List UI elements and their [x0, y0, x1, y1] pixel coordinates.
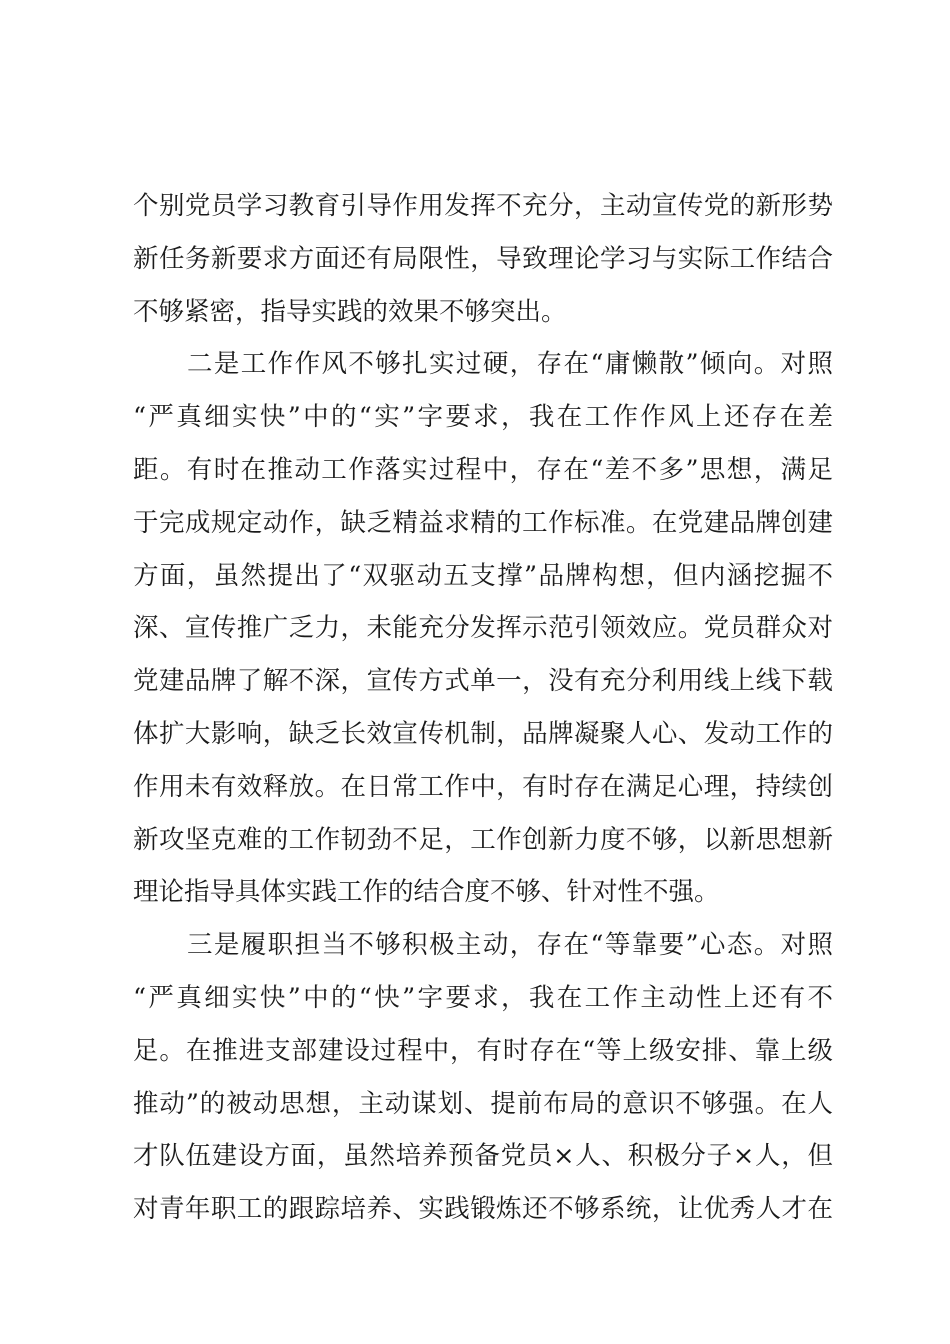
text-line: 才队伍建设方面，虽然培养预备党员×人、积极分子×人，但 [133, 1141, 833, 1172]
text-line: 方面，虽然提出了“双驱动五支撑”品牌构想，但内涵挖掘不 [133, 560, 833, 591]
text-line: 对青年职工的跟踪培养、实践锻炼还不够系统，让优秀人才在 [133, 1194, 833, 1225]
text-line: 新任务新要求方面还有局限性，导致理论学习与实际工作结合 [133, 243, 833, 274]
text-line: “严真细实快”中的“快”字要求，我在工作主动性上还有不 [133, 982, 833, 1013]
text-line: 于完成规定动作，缺乏精益求精的工作标准。在党建品牌创建 [133, 507, 833, 538]
text-line: 距。有时在推动工作落实过程中，存在“差不多”思想，满足 [133, 454, 833, 485]
text-line: 体扩大影响，缺乏长效宣传机制，品牌凝聚人心、发动工作的 [133, 718, 833, 749]
paragraph-three-heading-line: 三是履职担当不够积极主动，存在“等靠要”心态。对照 [187, 930, 833, 961]
text-line: 不够紧密，指导实践的效果不够突出。 [133, 296, 567, 327]
text-line: 深、宣传推广乏力，未能充分发挥示范引领效应。党员群众对 [133, 613, 833, 644]
document-body [133, 180, 833, 1236]
paragraph-two-heading-line: 二是工作作风不够扎实过硬，存在“庸懒散”倾向。对照 [187, 349, 833, 380]
text-line: 个别党员学习教育引导作用发挥不充分，主动宣传党的新形势 [133, 191, 833, 221]
text-line: 党建品牌了解不深，宣传方式单一，没有充分利用线上线下载 [133, 666, 833, 697]
text-line: 推动”的被动思想，主动谋划、提前布局的意识不够强。在人 [133, 1088, 833, 1119]
text-line: 作用未有效释放。在日常工作中，有时存在满足心理，持续创 [133, 771, 833, 802]
text-line: 理论指导具体实践工作的结合度不够、针对性不强。 [133, 877, 720, 908]
text-line: 新攻坚克难的工作韧劲不足，工作创新力度不够，以新思想新 [133, 824, 833, 855]
text-line: “严真细实快”中的“实”字要求，我在工作作风上还存在差 [133, 402, 833, 433]
text-line: 足。在推进支部建设过程中，有时存在“等上级安排、靠上级 [133, 1035, 833, 1066]
